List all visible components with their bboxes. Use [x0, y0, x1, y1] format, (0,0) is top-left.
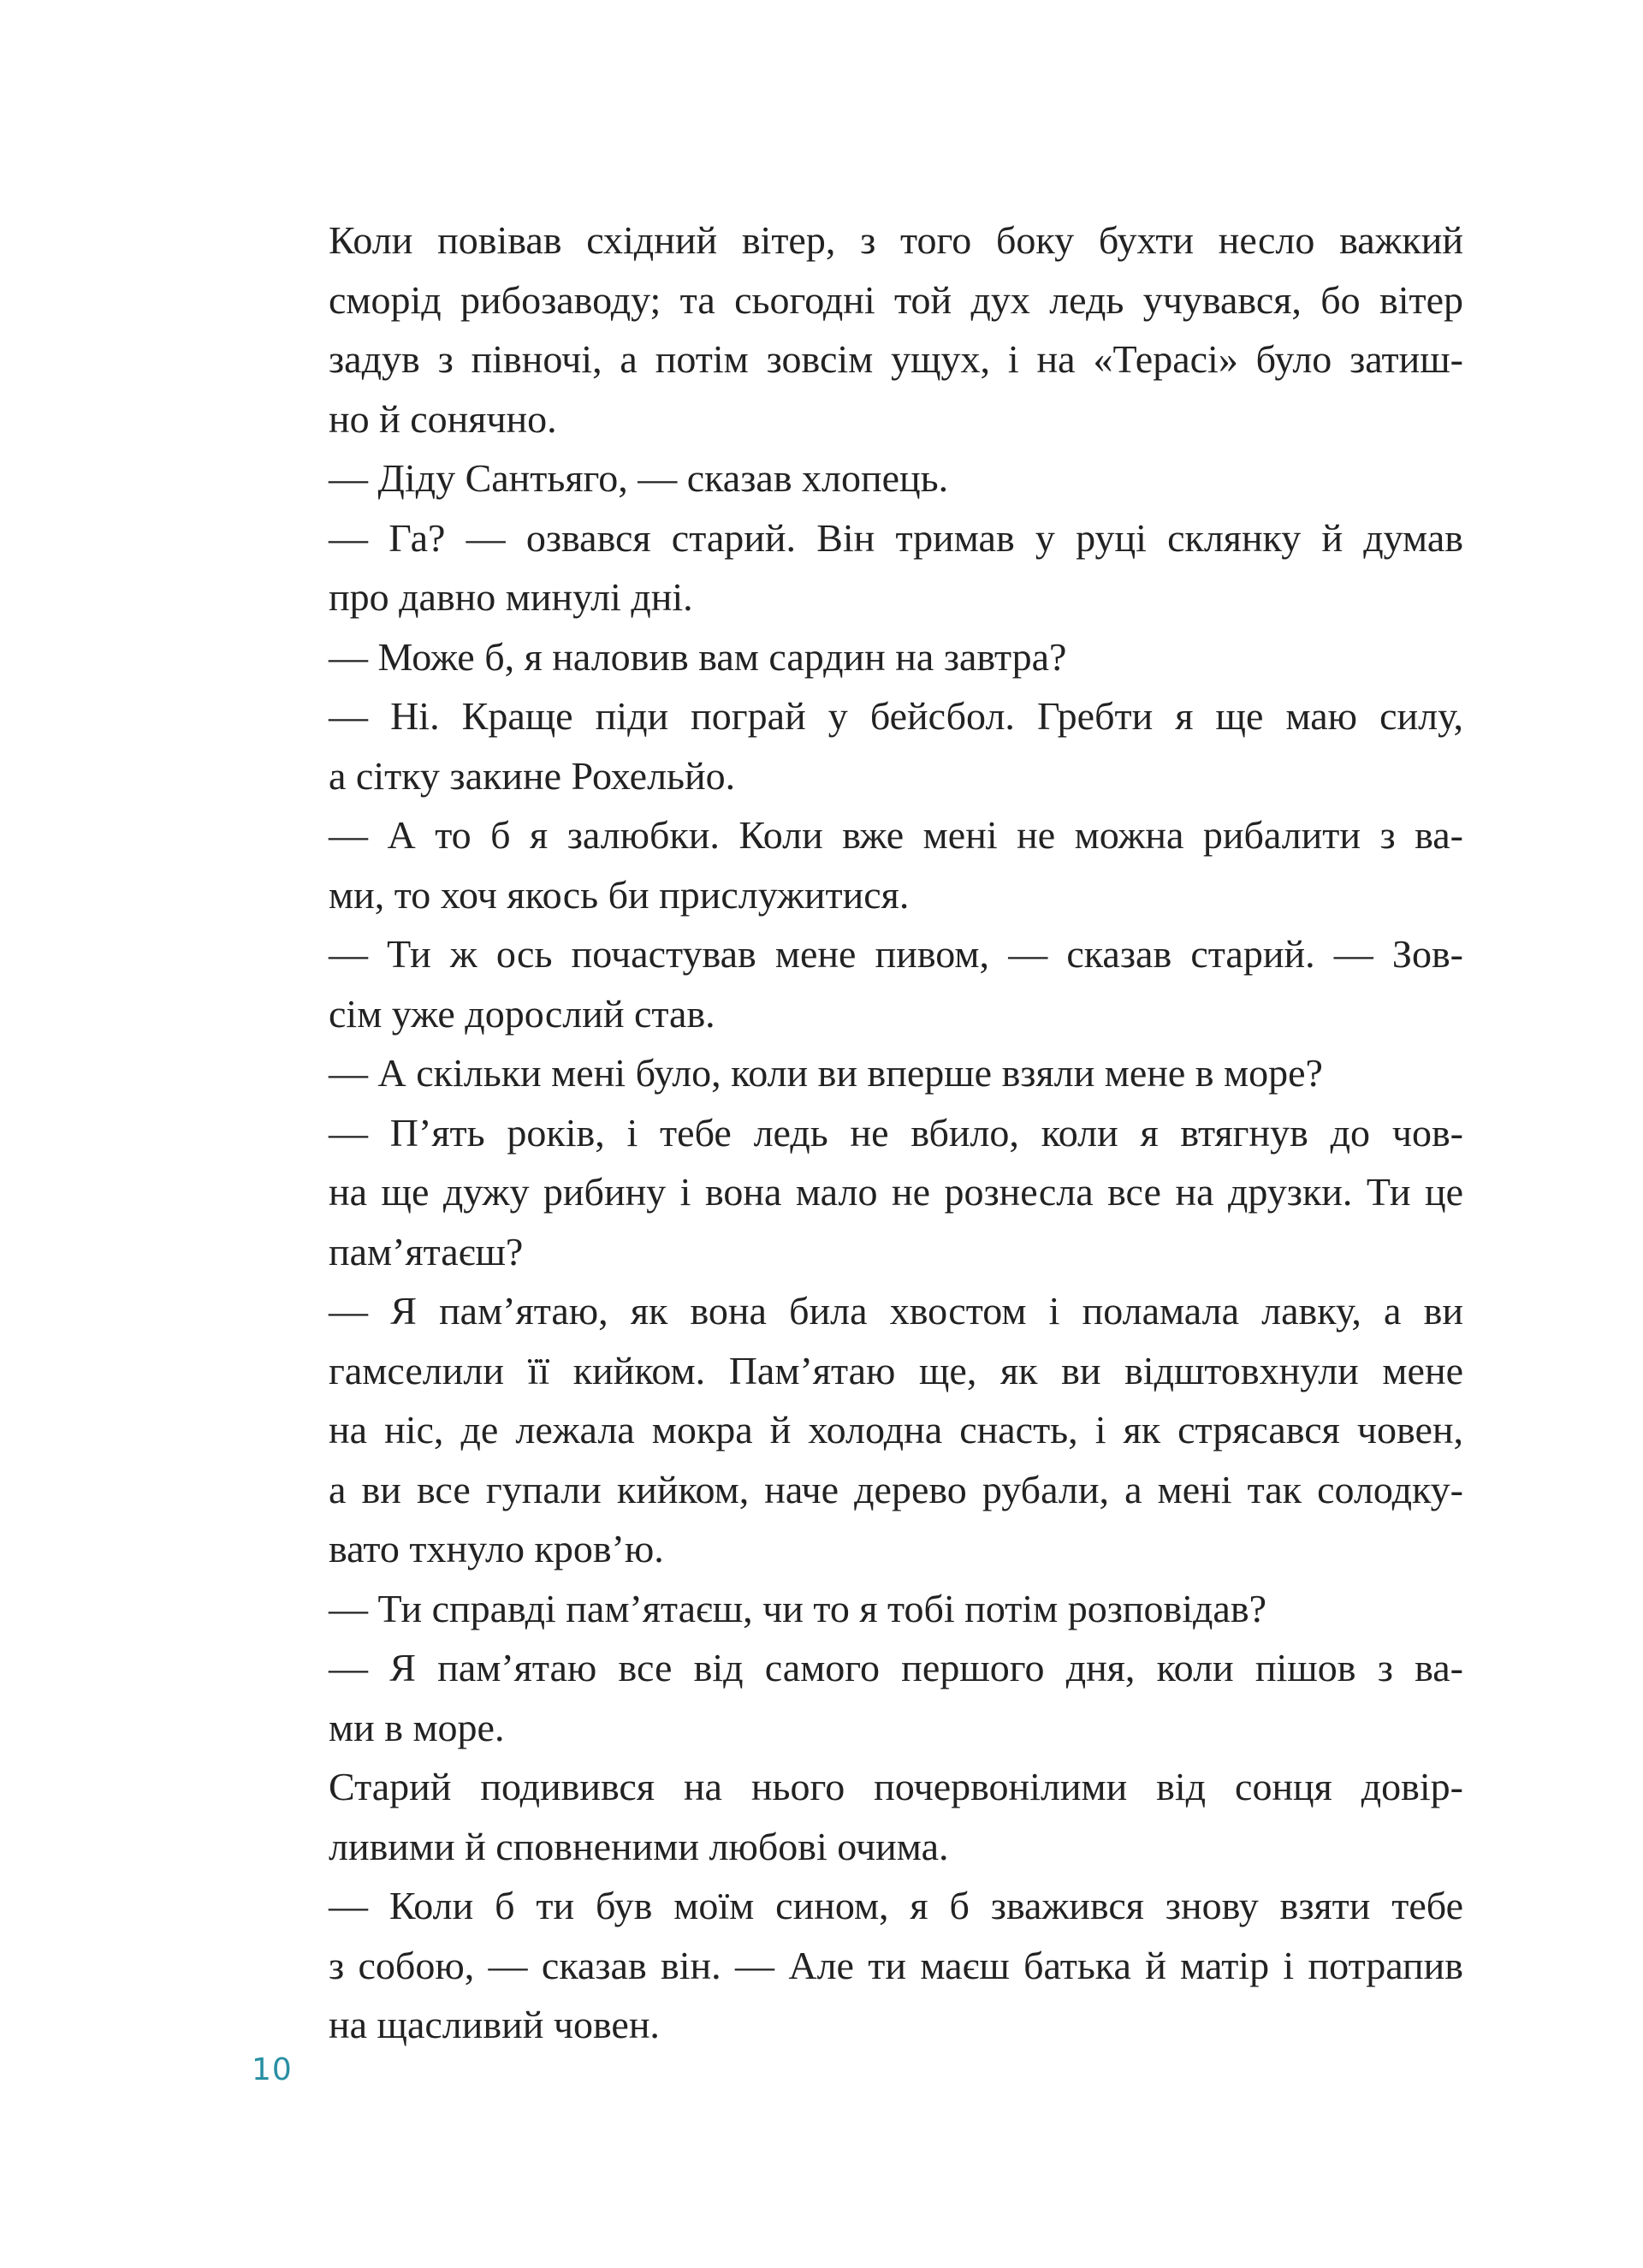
- text-line: ливими й сповненими любові очима.: [329, 1824, 949, 1868]
- text-line: а сітку закине Рохельйо.: [329, 753, 736, 798]
- paragraph: [250, 1876, 1463, 2055]
- text-line: на щасливий човен.: [329, 2003, 660, 2046]
- text-line: — Коли б ти був моїм сином, я б зважився знову взяти тебе: [329, 1884, 1463, 1927]
- paragraph: [250, 1281, 1463, 1579]
- text-line: — Я пам’ятаю все від самого першого дня, коли пішов з ва-: [329, 1646, 1463, 1689]
- text-line: ми в море.: [329, 1705, 505, 1749]
- text-line: но й сонячно.: [329, 396, 557, 441]
- text-line: — Га? — озвався старий. Він тримав у руці склянку й думав: [329, 515, 1463, 560]
- text-line: а ви все гупали кийком, наче дерево рубали, а мені так солодку-: [329, 1467, 1463, 1511]
- text-line: — Ти ж ось почастував мене пивом, — сказав старий. — Зов-: [329, 932, 1463, 976]
- text-line: — Я пам’ятаю, як вона била хвостом і поламала лавку, а ви: [329, 1289, 1463, 1333]
- page-number: 10: [252, 2052, 293, 2087]
- text-line: про давно минулі дні.: [329, 575, 693, 619]
- text-line: сім уже дорослий став.: [329, 991, 715, 1036]
- paragraph: [250, 1579, 1463, 1639]
- text-line: гамселили її кийком. Пам’ятаю ще, як ви відштовхнули мене: [329, 1348, 1463, 1392]
- paragraph: [250, 508, 1463, 627]
- text-line: — Ти справді пам’ятаєш, чи то я тобі потім розповідав?: [329, 1586, 1266, 1630]
- paragraph: [250, 1103, 1463, 1282]
- paragraph: [250, 805, 1463, 924]
- text-line: — П’ять років, і тебе ледь не вбило, коли я втягнув до чов-: [329, 1110, 1463, 1155]
- text-line: сморід рибозаводу; та сьогодні той дух ледь учувався, бо вітер: [329, 277, 1463, 322]
- text-line: — Може б, я наловив вам сардин на завтра?: [329, 634, 1067, 679]
- paragraph: [250, 627, 1463, 687]
- text-line: Коли повівав східний вітер, з того боку бухти несло важкий: [329, 218, 1463, 262]
- text-line: — А то б я залюбки. Коли вже мені не можна рибалити з ва-: [329, 813, 1463, 857]
- text-line: ми, то хоч якось би прислужитися.: [329, 872, 910, 917]
- paragraph: [250, 686, 1463, 805]
- paragraph: [250, 1043, 1463, 1103]
- text-line: вато тхнуло кров’ю.: [329, 1527, 664, 1570]
- body-text: [250, 211, 1463, 2055]
- text-line: — Ні. Краще піди пограй у бейсбол. Гребти я ще маю силу,: [329, 694, 1463, 738]
- paragraph: [250, 211, 1463, 448]
- paragraph: [250, 1638, 1463, 1757]
- paragraph: [250, 448, 1463, 508]
- paragraph: [250, 924, 1463, 1043]
- text-line: на ще дужу рибину і вона мало не рознесла все на друзки. Ти це: [329, 1170, 1463, 1214]
- paragraph: [250, 1757, 1463, 1876]
- text-line: Старий подивився на нього почервонілими від сонця довір-: [329, 1765, 1463, 1808]
- text-line: пам’ятаєш?: [329, 1229, 524, 1274]
- text-line: — Діду Сантьяго, — сказав хлопець.: [329, 456, 949, 500]
- text-line: на ніс, де лежала мокра й холодна снасть, і як стрясався човен,: [329, 1408, 1463, 1452]
- text-line: — А скільки мені було, коли ви вперше взяли мене в море?: [329, 1051, 1323, 1095]
- text-line: з собою, — сказав він. — Але ти маєш батька й матір і потрапив: [329, 1943, 1463, 1987]
- text-line: задув з півночі, а потім зовсім ущух, і на «Терасі» було затиш-: [329, 337, 1463, 381]
